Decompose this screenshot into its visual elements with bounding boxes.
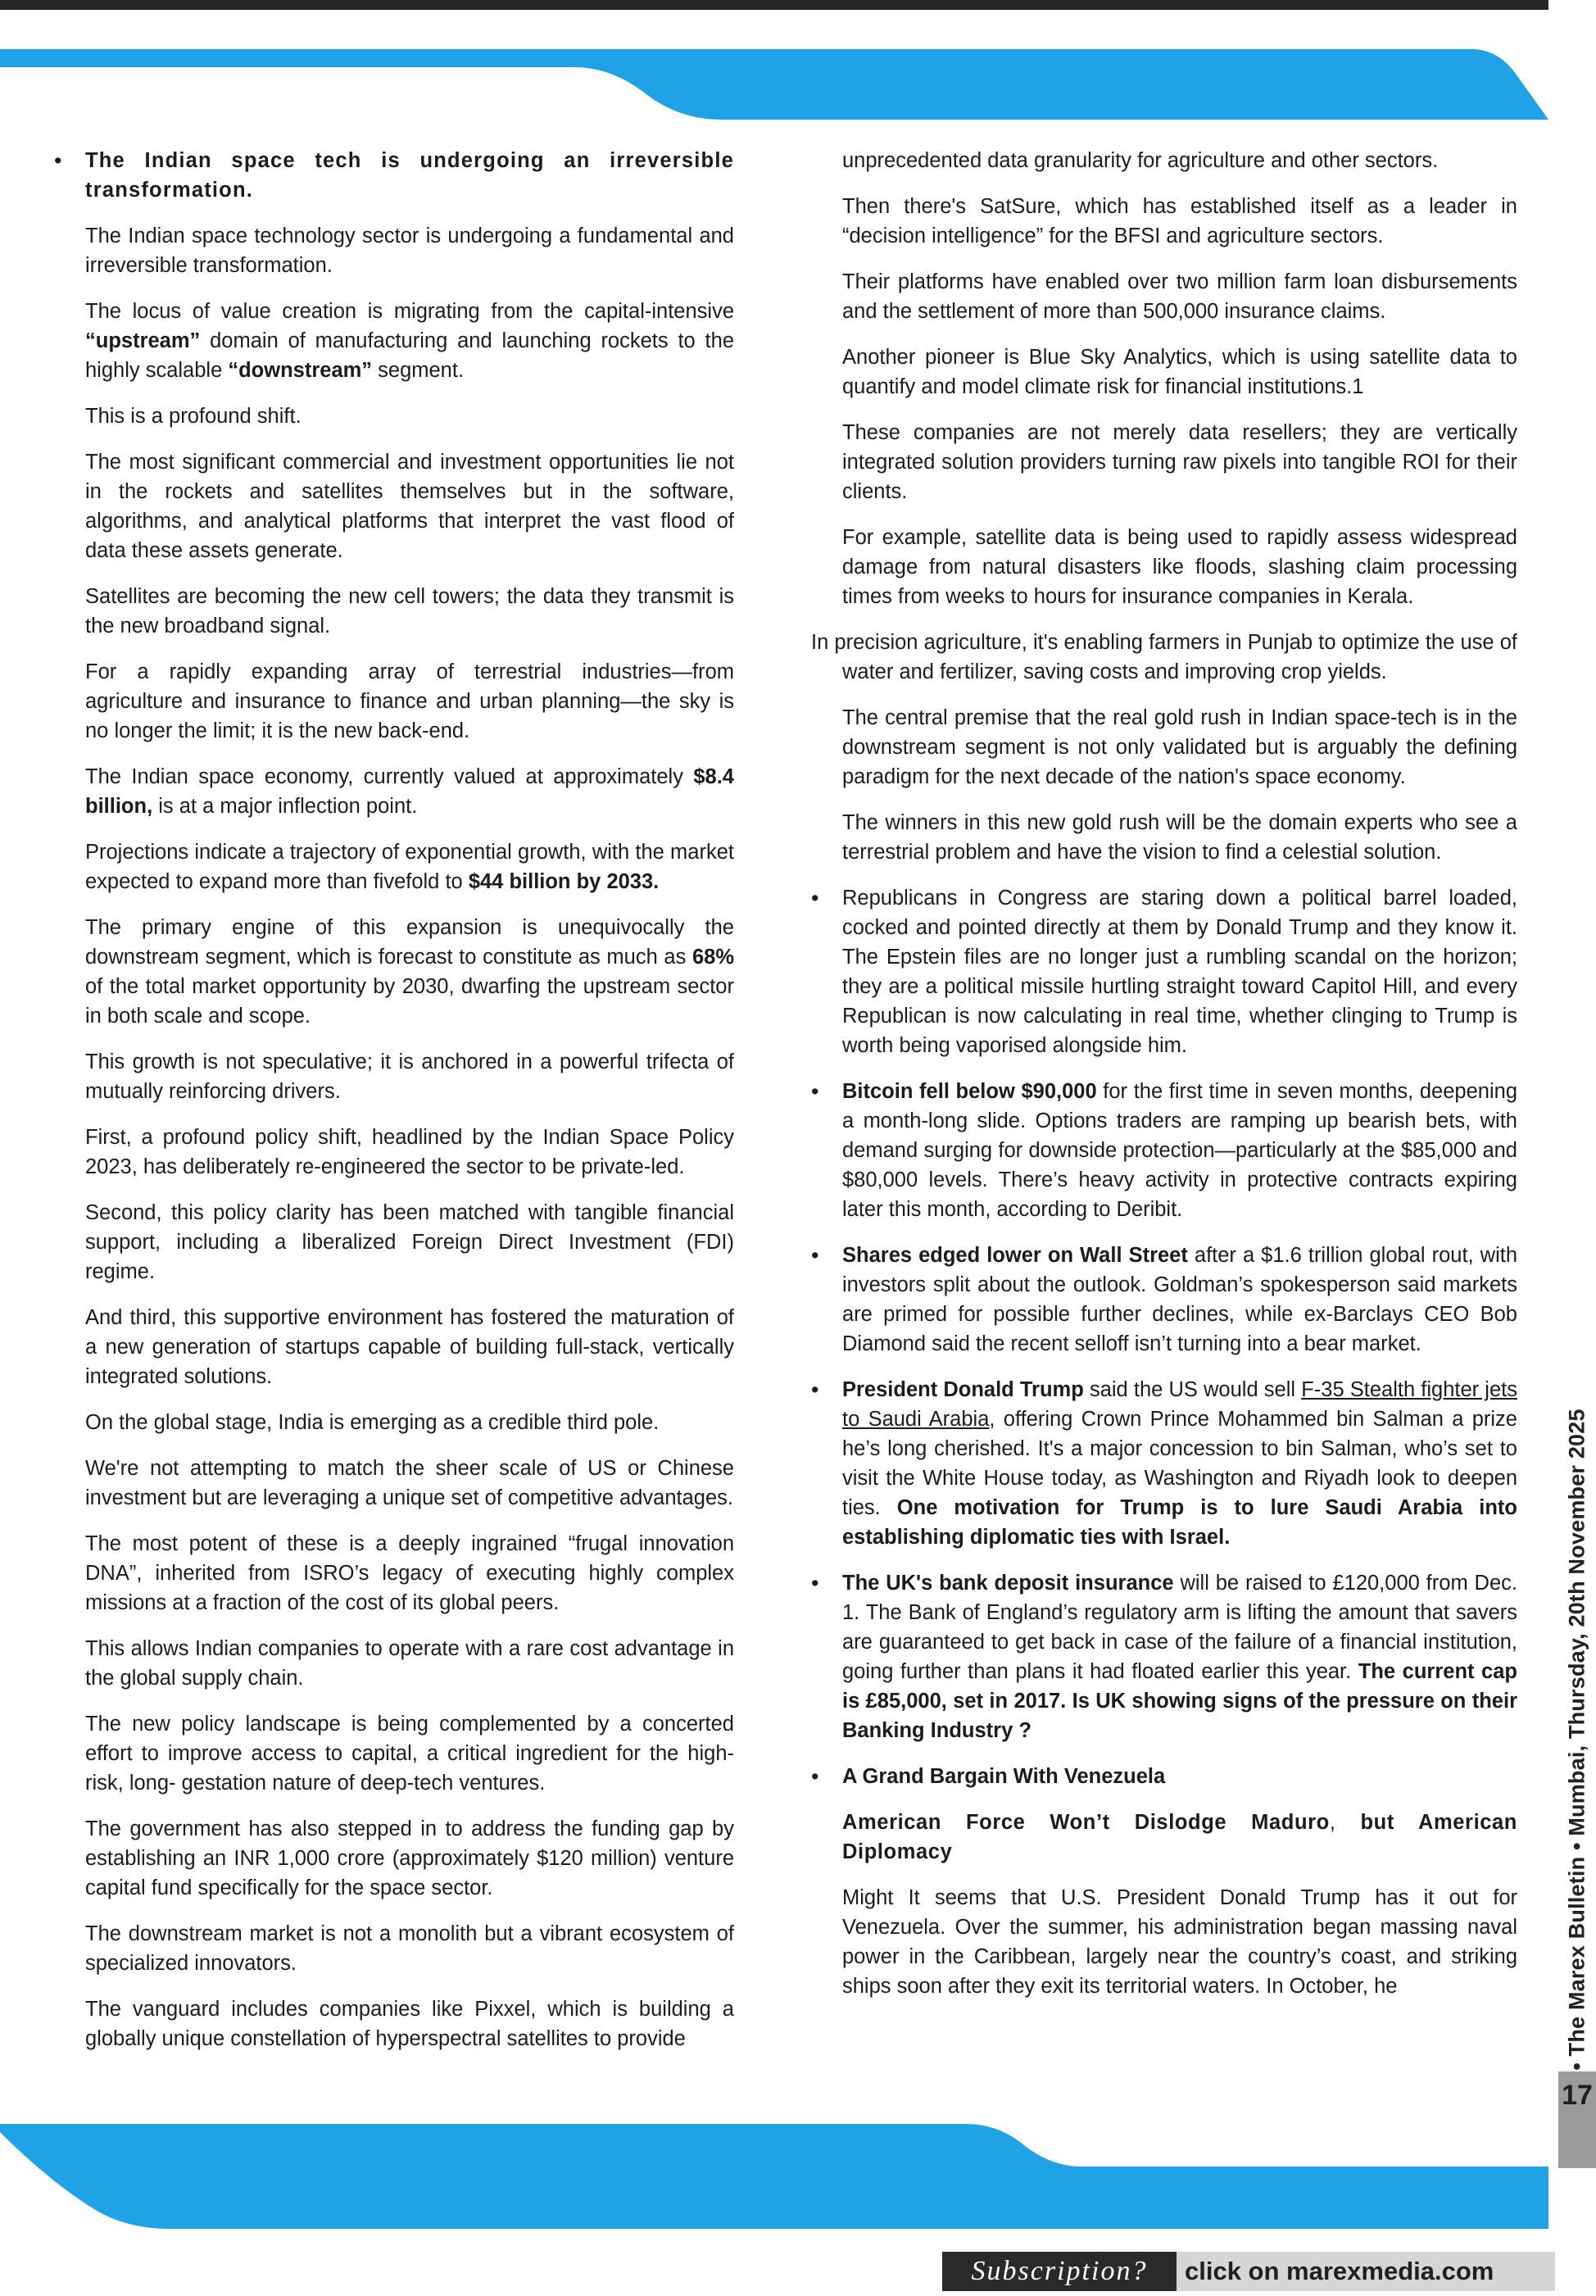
subscription-banner[interactable]	[942, 2252, 1555, 2291]
paragraph: This growth is not speculative; it is anchored in a powerful trifecta of mutually reinforcing drivers.	[85, 1050, 734, 1103]
paragraph: Then there's SatSure, which has established itself as a leader in “decision intelligence” for the BFSI and agriculture sectors.	[842, 195, 1517, 247]
paragraph: The locus of value creation is migrating from the capital-intensive “upstream” domain of manufacturing and launching rockets to the highly scalable “downstream” segment.	[85, 300, 734, 382]
subscription-label: Subscription?	[942, 2252, 1177, 2291]
paragraph: Projections indicate a trajectory of exponential growth, with the market expected to expand more than fivefold to $44 billion by 2033.	[85, 841, 734, 893]
footer-blue-wave	[0, 2124, 1548, 2229]
bullet-bitcoin: • Bitcoin fell below $90,000 for the first time in seven months, deepening a month-long slide. Options traders are ramping up bearish bets, with demand surging for downside protection—particularly at the $85,000 and $80,000 levels. There’s heavy activity in protective contracts expiring later this month, according to Deribit.	[811, 1077, 1517, 1224]
paragraph: unprecedented data granularity for agriculture and other sectors.	[842, 149, 1439, 172]
paragraph: The primary engine of this expansion is unequivocally the downstream segment, which is forecast to constitute as much as 68% of the total market opportunity by 2030, dwarfing the upstream sector in both scale and scope.	[85, 916, 734, 1028]
header-blue-wave	[0, 49, 1548, 125]
paragraph: The winners in this new gold rush will be the domain experts who see a terrestrial problem and have the vision to find a celestial solution.	[842, 811, 1517, 864]
publication-info: • The Marex Bulletin • Mumbai, Thursday, 20th November 2025	[1564, 1409, 1589, 2071]
paragraph: Satellites are becoming the new cell towers; the data they transmit is the new broadband signal.	[85, 585, 734, 638]
paragraph: Their platforms have enabled over two million farm loan disbursements and the settlement of more than 500,000 insurance claims.	[842, 270, 1517, 323]
paragraph: The most potent of these is a deeply ingrained “frugal innovation DNA”, inherited from ISRO’s legacy of executing highly complex missions at a fraction of the cost of its global peers.	[85, 1532, 734, 1614]
bullet-republicans: • Republicans in Congress are staring down a political barrel loaded, cocked and pointed directly at them by Donald Trump and they know it. The Epstein files are no longer just a rumbling scandal on the horizon; they are a political missile hurtling straight toward Capitol Hill, and every Republican is now calculating in real time, whether clinging to Trump is worth being vaporised alongside him.	[811, 883, 1517, 1060]
paragraph: First, a profound policy shift, headlined by the Indian Space Policy 2023, has deliberately re-engineered the sector to be private-led.	[85, 1126, 734, 1178]
paragraph: The central premise that the real gold rush in Indian space-tech is in the downstream segment is not only validated but is arguably the defining paradigm for the next decade of the nation's space economy.	[842, 706, 1517, 788]
bullet-uk-deposit: • The UK's bank deposit insurance will be raised to £120,000 from Dec. 1. The Bank of England’s regulatory arm is lifting the amount that savers are guaranteed to get back in case of the failure of a financial institution, going further than plans it had floated earlier this year. The current cap is £85,000, set in 2017. Is UK showing signs of the pressure on their Banking Industry ?	[811, 1568, 1517, 1745]
paragraph: The downstream market is not a monolith but a vibrant ecosystem of specialized innovators.	[85, 1922, 734, 1975]
paragraph: Might It seems that U.S. President Donald Trump has it out for Venezuela. Over the summer, his administration began massing naval power in the Caribbean, largely near the country’s coast, and striking ships soon after they exit its territorial waters. In October, he	[842, 1886, 1517, 1998]
right-column	[811, 146, 1517, 2017]
bullet-heading-space-tech: • The Indian space tech is undergoing an irreversible transformation.	[54, 146, 734, 205]
paragraph: The new policy landscape is being complemented by a concerted effort to improve access to capital, a critical ingredient for the high-risk, long- gestation nature of deep-tech ventures.	[85, 1713, 734, 1795]
paragraph: The government has also stepped in to address the funding gap by establishing an INR 1,000 crore (approximately $120 million) venture capital fund specifically for the space sector.	[85, 1817, 734, 1899]
paragraph: In precision agriculture, it's enabling farmers in Punjab to optimize the use of water and fertilizer, saving costs and improving crop yields.	[811, 631, 1517, 683]
paragraph: We're not attempting to match the sheer scale of US or Chinese investment but are leveraging a unique set of competitive advantages.	[85, 1457, 734, 1509]
bullet-venezuela-heading: • A Grand Bargain With Venezuela	[811, 1762, 1517, 1791]
paragraph: The vanguard includes companies like Pixxel, which is building a globally unique constellation of hyperspectral satellites to provide	[85, 1998, 734, 2050]
paragraph: This is a profound shift.	[85, 405, 302, 428]
paragraph: The most significant commercial and investment opportunities lie not in the rockets and satellites themselves but in the software, algorithms, and analytical platforms that interpret the vast flood of data these assets generate.	[85, 451, 734, 562]
subscription-link[interactable]: click on marexmedia.com	[1185, 2257, 1494, 2285]
paragraph: Second, this policy clarity has been matched with tangible financial support, including a liberalized Foreign Direct Investment (FDI) regime.	[85, 1201, 734, 1283]
f35-link[interactable]: F-35 Stealth fighter jets to Saudi Arabia	[842, 1378, 1517, 1431]
paragraph: The Indian space technology sector is undergoing a fundamental and irreversible transformation.	[85, 225, 734, 277]
paragraph: For a rapidly expanding array of terrestrial industries—from agriculture and insurance to finance and urban planning—the sky is no longer the limit; it is the new back-end.	[85, 660, 734, 742]
left-column	[54, 146, 734, 2070]
paragraph: For example, satellite data is being used to rapidly assess widespread damage from natural disasters like floods, slashing claim processing times from weeks to hours for insurance companies in Kerala.	[842, 526, 1517, 608]
paragraph: On the global stage, India is emerging as a credible third pole.	[85, 1411, 660, 1434]
bullet-wall-street: • Shares edged lower on Wall Street after a $1.6 trillion global rout, with investors split about the outlook. Goldman’s spokesperson said markets are primed for possible further declines, while ex-Barclays CEO Bob Diamond said the recent selloff isn’t turning into a bear market.	[811, 1241, 1517, 1359]
top-dark-bar	[0, 0, 1548, 10]
page-number: 17	[1562, 2080, 1593, 2111]
paragraph: This allows Indian companies to operate with a rare cost advantage in the global supply chain.	[85, 1637, 734, 1690]
bullet-trump-saudi: • President Donald Trump said the US would sell F-35 Stealth fighter jets to Saudi Arabia, offering Crown Prince Mohammed bin Salman a prize he’s long cherished. It's a major concession to bin Salman, who’s set to visit the White House today, as Washington and Riyadh look to deepen ties. One motivation for Trump is to lure Saudi Arabia into establishing diplomatic ties with Israel.	[811, 1375, 1517, 1552]
paragraph: Another pioneer is Blue Sky Analytics, which is using satellite data to quantify and model climate risk for financial institutions.1	[842, 346, 1517, 398]
paragraph: The Indian space economy, currently valued at approximately $8.4 billion, is at a major inflection point.	[85, 765, 734, 818]
subheading: American Force Won’t Dislodge Maduro, but American Diplomacy	[842, 1811, 1517, 1863]
paragraph: And third, this supportive environment has fostered the maturation of a new generation of startups capable of building full-stack, vertically integrated solutions.	[85, 1306, 734, 1388]
paragraph: These companies are not merely data resellers; they are vertically integrated solution providers turning raw pixels into tangible ROI for their clients.	[842, 421, 1517, 503]
sidebar-vertical	[1558, 1409, 1596, 2071]
